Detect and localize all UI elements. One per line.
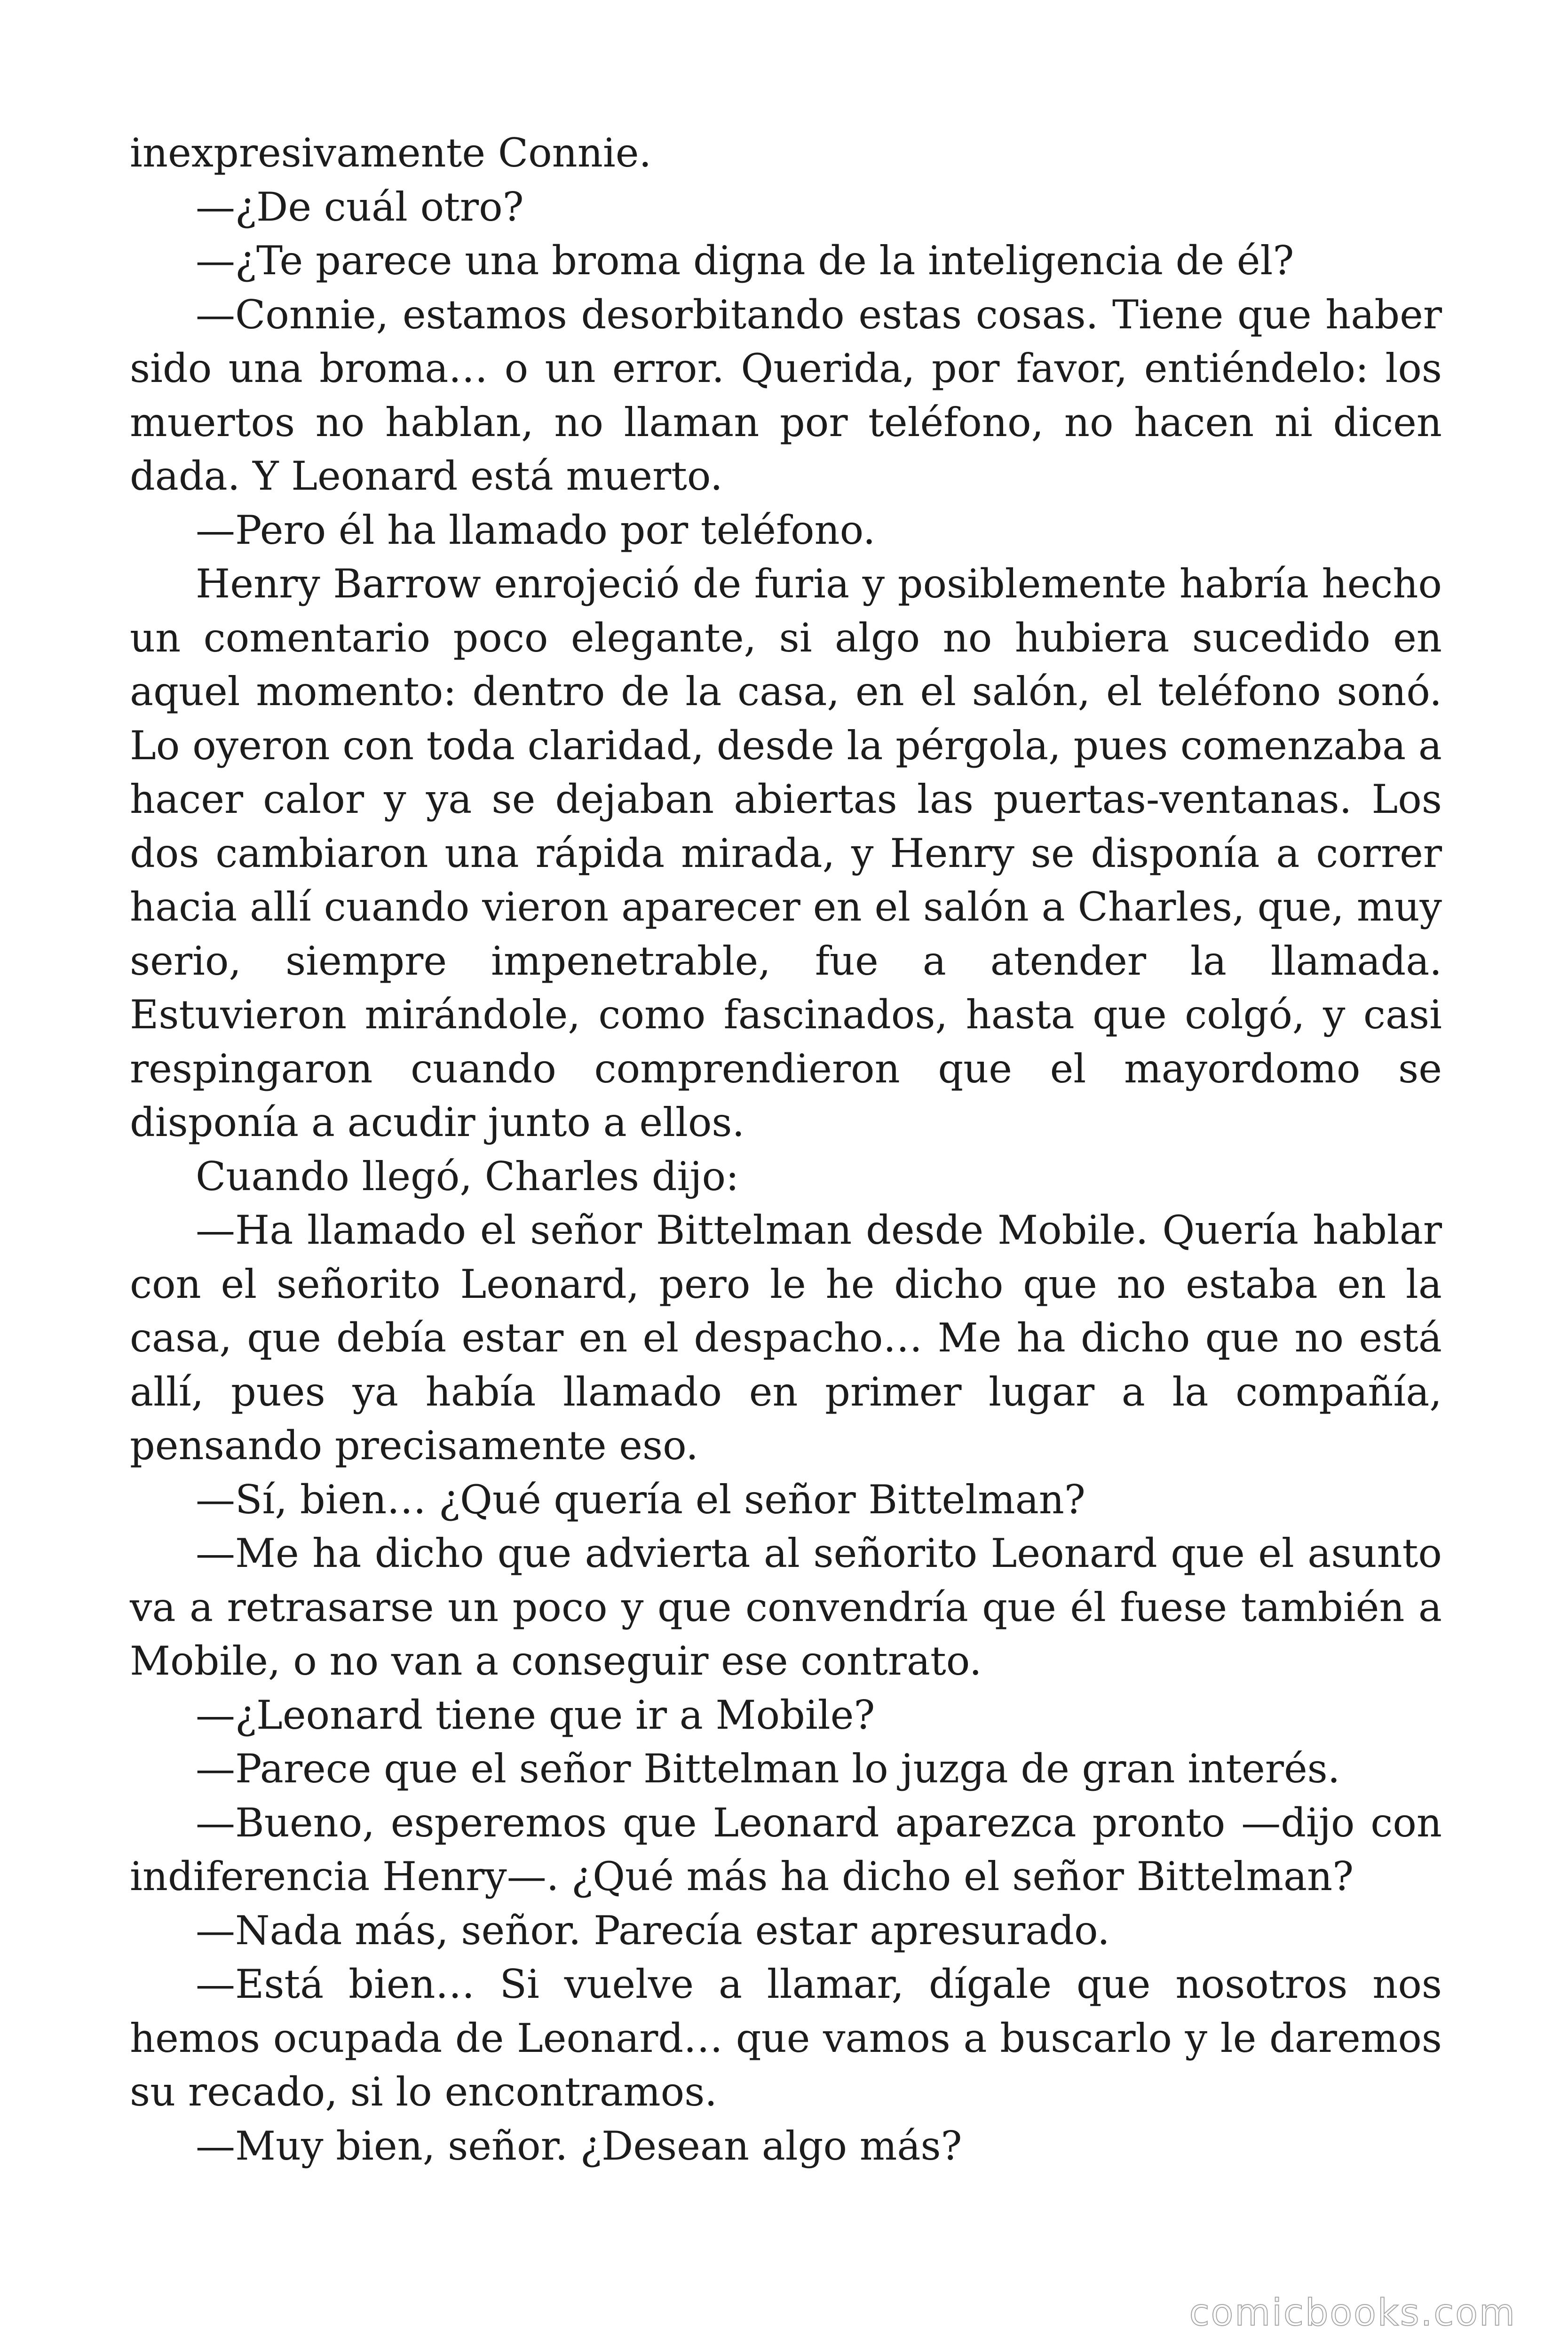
paragraph-16: —Muy bien, señor. ¿Desean algo más? [196,2122,962,2169]
paragraph-2: —¿De cuál otro? [196,183,524,230]
paragraph-15: —Está bien… Si vuelve a llamar, dígale que nosotros nos hemos ocupada de Leonard… que vamos a buscarlo y le daremos su recado, si lo encontramos. [130,1961,1442,2115]
paragraph-13: —Bueno, esperemos que Leonard aparezca pronto —dijo con indiferencia Henry—. ¿Qué más ha dicho el señor Bittelman? [130,1799,1442,1899]
paragraph-10: —Me ha dicho que advierta al señorito Leonard que el asunto va a retrasarse un poco y que convendría que él fuese también a Mobile, o no van a conseguir ese contrato. [130,1530,1442,1684]
watermark: comicbooks.com [1189,2292,1516,2334]
paragraph-12: —Parece que el señor Bittelman lo juzga de gran interés. [196,1746,1340,1792]
paragraph-7: Cuando llegó, Charles dijo: [196,1153,739,1200]
paragraph-3: —¿Te parece una broma digna de la inteligencia de él? [196,238,1294,284]
paragraph-4: —Connie, estamos desorbitando estas cosas. Tiene que haber sido una broma… o un error. Querida, por favor, entiéndelo: los muertos no hablan, no llaman por teléfono, no hacen ni dicen dada. Y Leonard está muerto. [130,291,1442,499]
paragraph-14: —Nada más, señor. Parecía estar apresurado. [196,1907,1110,1954]
paragraph-5: —Pero él ha llamado por teléfono. [196,507,876,553]
paragraph-8: —Ha llamado el señor Bittelman desde Mobile. Quería hablar con el señorito Leonard, pero le he dicho que no estaba en la casa, que debía estar en el despacho… Me ha dicho que no está allí, pues ya había llamado en primer lugar a la compañía, pensando precisamente eso. [130,1207,1442,1469]
paragraph-11: —¿Leonard tiene que ir a Mobile? [196,1692,875,1738]
body-text [130,126,1442,2173]
paragraph-6: Henry Barrow enrojeció de furia y posiblemente habría hecho un comentario poco elegante, si algo no hubiera sucedido en aquel momento: dentro de la casa, en el salón, el teléfono sonó. Lo oyeron con toda claridad, desde la pérgola, pues comenzaba a hacer calor y ya se dejaban abiertas las puertas-ventanas. Los dos cambiaron una rápida mirada, y Henry se disponía a correr hacia allí cuando vieron aparecer en el salón a Charles, que, muy serio, siempre impenetrable, fue a atender la llamada. Estuvieron mirándole, como fascinados, hasta que colgó, y casi respingaron cuando comprendieron que el mayordomo se disponía a acudir junto a ellos. [130,561,1442,1145]
paragraph-9: —Sí, bien… ¿Qué quería el señor Bittelman? [196,1476,1085,1523]
paragraph-1: inexpresivamente Connie. [130,130,652,176]
